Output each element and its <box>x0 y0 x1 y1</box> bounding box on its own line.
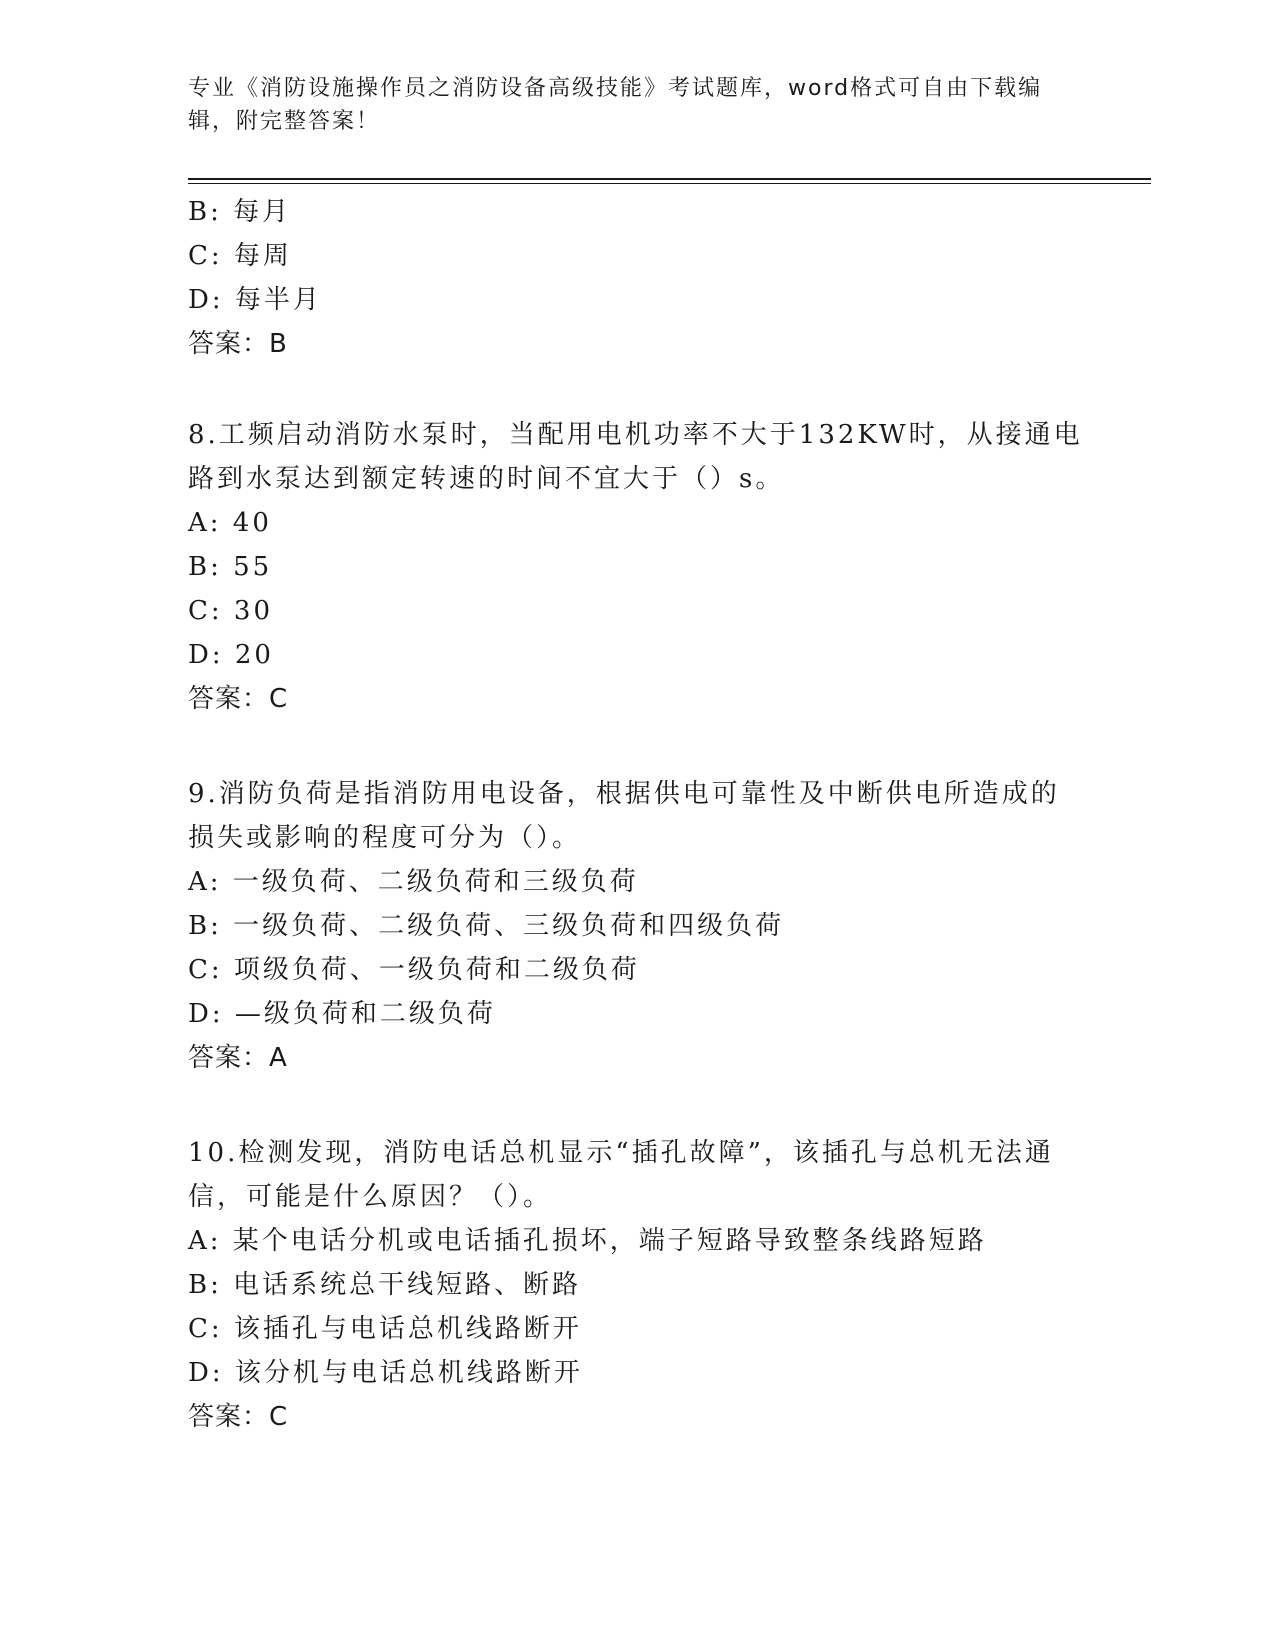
option-line: C: 项级负荷、一级负荷和二级负荷 <box>188 955 640 985</box>
option-line: D: —级负荷和二级负荷 <box>188 999 496 1029</box>
option-line: D: 每半月 <box>188 285 322 315</box>
header-divider-thin <box>188 183 1151 184</box>
document-header: 专业《消防设施操作员之消防设备高级技能》考试题库，word格式可自由下载编辑，附完整答案！ <box>188 76 1043 134</box>
question-line: 10.检测发现，消防电话总机显示“插孔故障”，该插孔与总机无法通 <box>188 1138 1054 1168</box>
answer-line: 答案：A <box>188 1043 288 1073</box>
option-line: B: 每月 <box>188 197 292 227</box>
option-line: B: 电话系统总干线短路、断路 <box>188 1270 582 1300</box>
answer-line: 答案：B <box>188 329 288 359</box>
option-line: C: 每周 <box>188 241 292 271</box>
option-line: A: 某个电话分机或电话插孔损坏，端子短路导致整条线路短路 <box>188 1226 987 1256</box>
header-divider-thick <box>188 178 1151 180</box>
option-line: D: 该分机与电话总机线路断开 <box>188 1358 583 1388</box>
question-line: 路到水泵达到额定转速的时间不宜大于（）s。 <box>188 464 785 494</box>
question-line: 损失或影响的程度可分为（）。 <box>188 823 582 853</box>
answer-line: 答案：C <box>188 1402 289 1432</box>
option-line: D: 20 <box>188 640 274 670</box>
question-line: 信，可能是什么原因？（）。 <box>188 1182 553 1212</box>
option-line: A: 一级负荷、二级负荷和三级负荷 <box>188 867 639 897</box>
option-line: B: 一级负荷、二级负荷、三级负荷和四级负荷 <box>188 911 785 941</box>
answer-line: 答案：C <box>188 684 289 714</box>
question-line: 9.消防负荷是指消防用电设备，根据供电可靠性及中断供电所造成的 <box>188 779 1060 809</box>
question-line: 8.工频启动消防水泵时，当配用电机功率不大于132KW时，从接通电 <box>188 420 1083 450</box>
option-line: C: 该插孔与电话总机线路断开 <box>188 1314 582 1344</box>
option-line: B: 55 <box>188 552 273 582</box>
option-line: A: 40 <box>188 508 272 538</box>
option-line: C: 30 <box>188 596 274 626</box>
